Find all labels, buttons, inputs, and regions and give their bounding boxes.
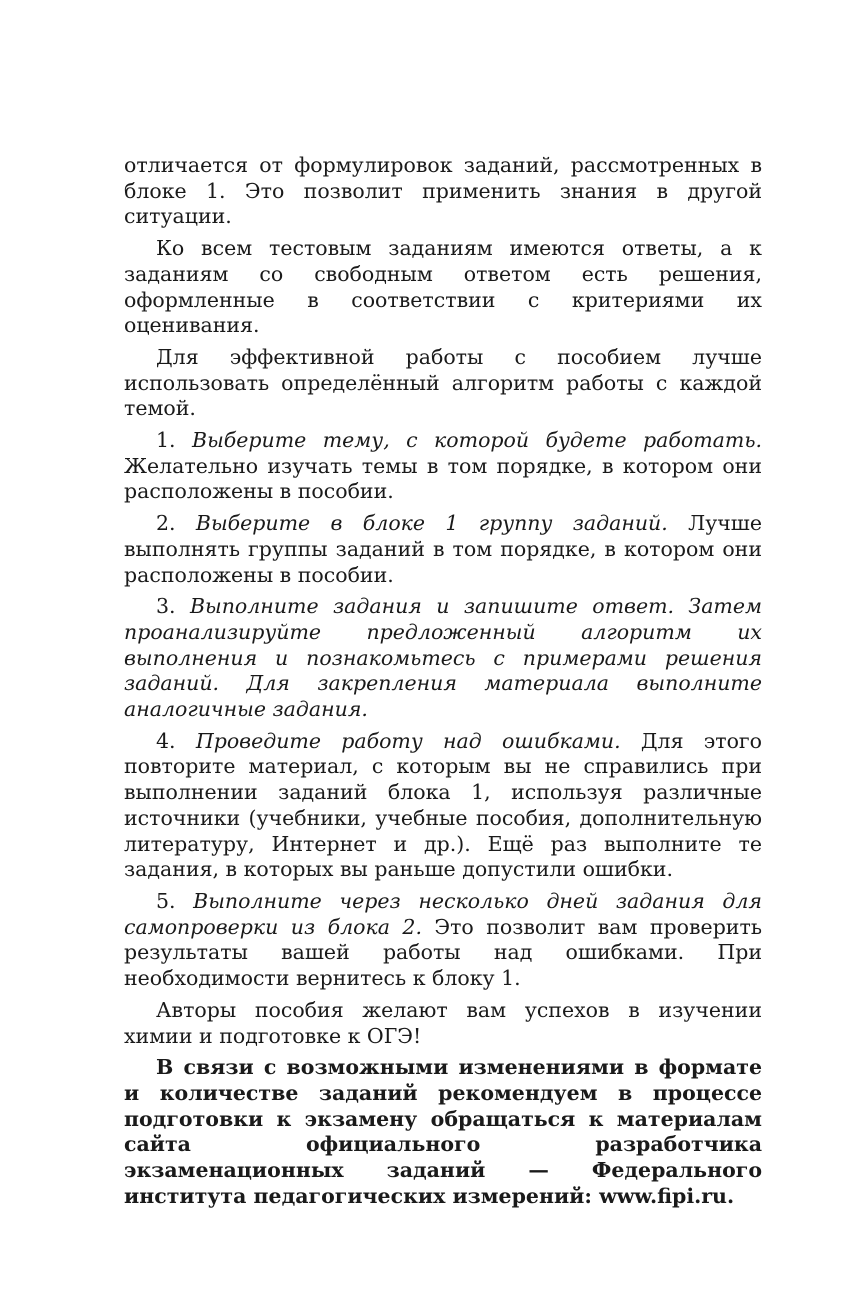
step-2 bbox=[124, 511, 762, 588]
paragraph-continuation: отличается от формулировок заданий, рассмотренных в блоке 1. Это позволит применить знания в другой ситуации. bbox=[124, 153, 762, 229]
step-4 bbox=[124, 729, 762, 883]
paragraph-fipi-notice: В связи с возможными изменениями в формате и количестве заданий рекомендуем в процессе подготовки к экзамену обращаться к материалам сайта официального разработчика экзаменационных заданий — Федерального института педагогических измерений: www.fipi.ru. bbox=[124, 1055, 762, 1208]
step-5 bbox=[124, 889, 762, 992]
step-1-instruction: Выберите тему, с которой будете работать. bbox=[192, 428, 763, 453]
step-4-number: 4. bbox=[156, 728, 196, 753]
paragraph-answers: Ко всем тестовым заданиям имеются ответы, а к заданиям со свободным ответом есть решения, оформленные в соответствии с критериями их оценивания. bbox=[124, 236, 762, 338]
step-2-number: 2. bbox=[156, 511, 196, 536]
step-1-text: Желательно изучать темы в том порядке, в котором они расположены в пособии. bbox=[124, 453, 762, 504]
step-2-text: Лучше выполнять группы заданий в том порядке, в котором они расположены в пособии. bbox=[124, 511, 762, 587]
paragraph-wishes: Авторы пособия желают вам успехов в изучении химии и подготовке к ОГЭ! bbox=[124, 997, 762, 1048]
step-5-instruction: Выполните через несколько дней задания для самопроверки из блока 2. bbox=[124, 888, 762, 939]
step-5-number: 5. bbox=[156, 888, 194, 913]
step-4-instruction: Проведите работу над ошибками. bbox=[195, 728, 621, 753]
step-2-instruction: Выберите в блоке 1 группу заданий. bbox=[195, 511, 668, 536]
page-body bbox=[124, 153, 762, 1215]
paragraph-algorithm-intro: Для эффективной работы с пособием лучше использовать определённый алгоритм работы с каждой темой. bbox=[124, 344, 762, 421]
step-3 bbox=[124, 594, 762, 723]
step-3-instruction: Выполните задания и запишите ответ. Затем проанализируйте предложенный алгоритм их выполнения и познакомьтесь с примерами решения заданий. Для закрепления материала выполните аналогичные задания. bbox=[124, 594, 762, 722]
step-1 bbox=[124, 428, 762, 505]
step-5-text: Это позволит вам проверить результаты вашей работы над ошибками. При необходимости вернитесь к блоку 1. bbox=[124, 914, 762, 991]
step-4-text: Для этого повторите материал, с которым вы не справились при выполнении заданий блока 1, используя различные источники (учебники, учебные пособия, дополнительную литературу, Интернет и др.). Ещё раз выполните те задания, в которых вы раньше допустили ошибки. bbox=[124, 728, 763, 882]
step-1-number: 1. bbox=[156, 428, 192, 453]
step-3-number: 3. bbox=[156, 594, 190, 619]
